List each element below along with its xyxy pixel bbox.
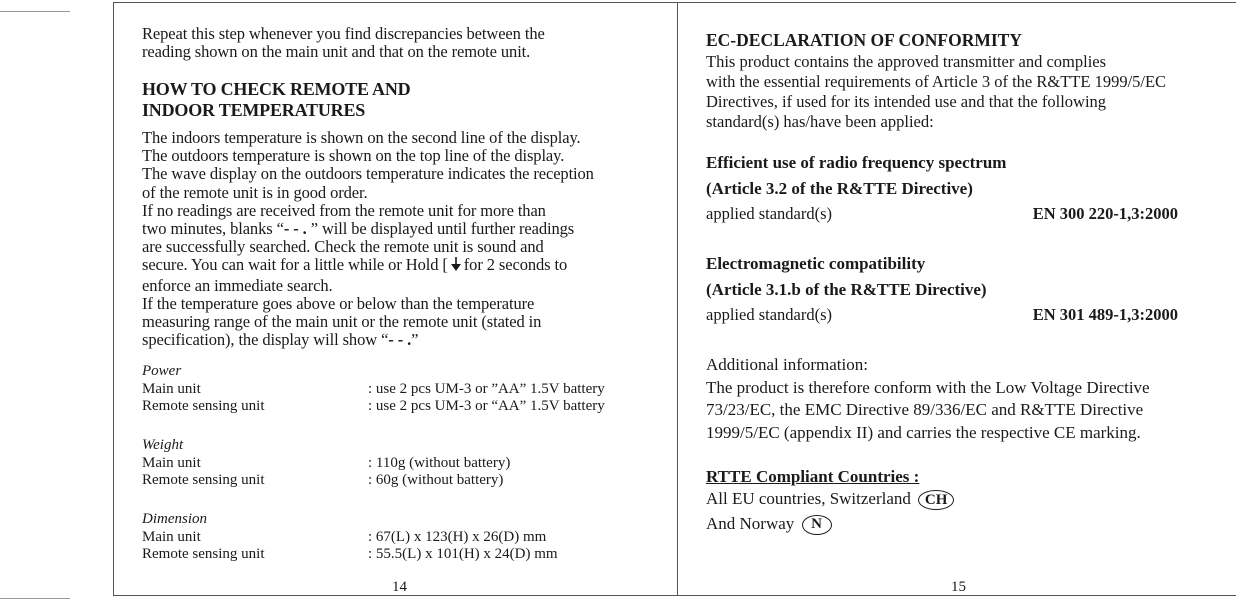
spec-value: : use 2 pcs UM-3 or ”AA” 1.5V battery [368,380,605,397]
intro-line: Directives, if used for its intended use and that the following [706,92,1107,111]
article-reference: (Article 3.1.b of the R&TTE Directive) [706,280,987,299]
countries-text: And Norway [706,513,795,533]
spec-row [142,381,662,399]
display-after: ” [411,330,419,350]
spec-label: Main unit [142,454,201,471]
spec-label: Remote sensing unit [142,398,265,414]
display-line [142,331,677,349]
manual-page-14 [113,2,678,596]
switzerland-mark-icon: CH [918,490,954,510]
spec-title: Power [142,363,182,379]
intro-paragraph [142,25,545,61]
blanks-line [142,220,677,238]
additional-line: The product is therefore conform with the Low Voltage Directive [706,377,1150,397]
hold-before: secure. You can wait for a little while or Hold [ [142,255,448,275]
intro-line: This product contains the approved transmitter and complies [706,52,1107,71]
weight-spec [142,437,662,490]
standard-value: EN 300 220-1,3:2000 [1032,204,1178,223]
spec-value: : use 2 pcs UM-3 or “AA” 1.5V battery [368,398,605,414]
spec-value: : 55.5(L) x 101(H) x 24(D) mm [368,546,558,562]
spec-row [142,546,662,564]
heading-line: INDOOR TEMPERATURES [142,100,366,120]
spec-value: : 60g (without battery) [368,472,504,488]
spec-label: Remote sensing unit [142,472,265,488]
intro-line: standard(s) has/have been applied: [706,112,934,131]
body-line: are successfully searched. Check the remote unit is sound and [142,237,544,257]
norway-mark-icon: N [802,515,832,535]
out-of-range-symbol: - - . [388,330,412,350]
spec-label: Main unit [142,528,201,545]
blank-display-symbol: - - . [283,219,307,239]
additional-line: Additional information: [706,355,868,374]
manual-page-15 [677,2,1236,596]
emc-section [706,253,1178,325]
compliant-countries [706,466,954,535]
search-button-icon [448,256,464,276]
additional-line: 1999/5/EC (appendix II) and carries the respective CE marking. [706,422,1141,442]
spec-label: Main unit [142,380,201,397]
body-line: The wave display on the outdoors temperature indicates the reception [142,164,594,184]
page-number: 14 [392,579,407,595]
article-reference: (Article 3.2 of the R&TTE Directive) [706,179,973,198]
body-line: The indoors temperature is shown on the second line of the display. [142,128,581,147]
temperature-instructions [142,129,677,349]
heading-line: HOW TO CHECK REMOTE AND [142,79,411,99]
section-heading: Electromagnetic compatibility [706,254,926,273]
spec-title: Weight [142,437,184,453]
intro-line: reading shown on the main unit and that on the remote unit. [142,42,531,62]
additional-line: 73/23/EC, the EMC Directive 89/336/EC and R&TTE Directive [706,400,1144,419]
standard-label: applied standard(s) [706,204,832,223]
spec-row [142,398,662,416]
declaration-intro [706,52,1236,132]
intro-line: with the essential requirements of Article 3 of the R&TTE 1999/5/EC [706,72,1167,91]
page-number: 15 [951,579,966,595]
blanks-before: two minutes, blanks “ [142,219,284,239]
countries-line [706,488,954,511]
body-line: enforce an immediate search. [142,275,333,295]
dimension-spec [142,511,662,564]
display-before: specification), the display will show “ [142,330,389,350]
hold-after: for 2 seconds to [463,255,568,275]
standard-row [706,305,1178,325]
power-spec [142,363,662,416]
spec-row [142,529,662,547]
declaration-title: EC-DECLARATION OF CONFORMITY [706,30,1022,50]
countries-line [706,513,954,536]
body-line: If no readings are received from the remote unit for more than [142,200,546,220]
standard-value: EN 301 489-1,3:2000 [1032,305,1178,324]
body-line: of the remote unit is in good order. [142,182,368,202]
spec-value: : 67(L) x 123(H) x 26(D) mm [368,528,547,545]
margin-rule-top [0,11,70,12]
body-line: If the temperature goes above or below than the temperature [142,293,535,313]
countries-text: All EU countries, Switzerland [706,489,911,508]
spec-row [142,455,662,473]
spec-title: Dimension [142,511,207,527]
additional-information [706,354,1236,444]
radio-spectrum-section [706,152,1178,224]
intro-line: Repeat this step whenever you find discrepancies between the [142,24,545,43]
blanks-after: ” will be displayed until further readings [306,219,575,239]
spec-row [142,472,662,490]
standard-row [706,204,1178,224]
section-heading [142,79,410,121]
spec-label: Remote sensing unit [142,546,265,562]
section-heading: Efficient use of radio frequency spectrum [706,153,1007,172]
hold-line [142,256,677,276]
spec-value: : 110g (without battery) [368,454,511,471]
body-line: measuring range of the main unit or the remote unit (stated in [142,312,542,332]
countries-heading: RTTE Compliant Countries : [706,467,920,486]
body-line: The outdoors temperature is shown on the top line of the display. [142,146,565,166]
standard-label: applied standard(s) [706,305,832,324]
